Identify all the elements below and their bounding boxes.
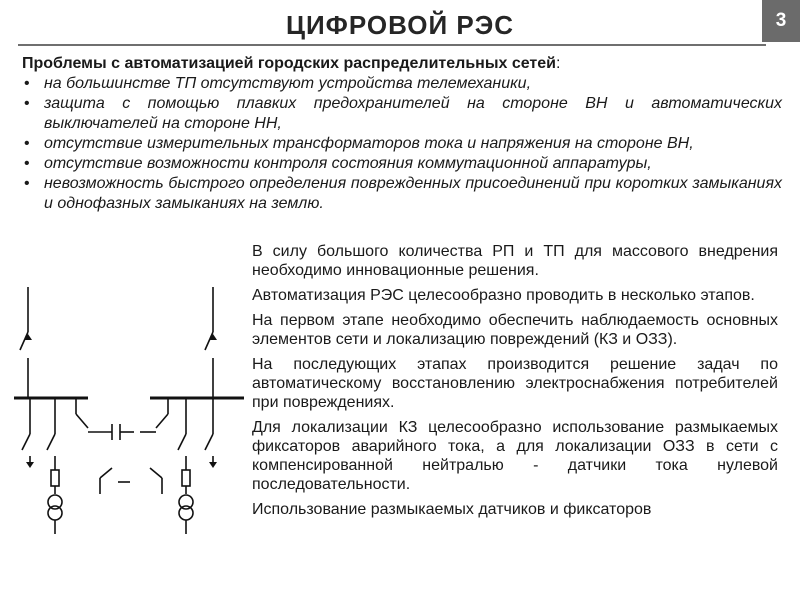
body-paragraph: Использование размыкаемых датчиков и фиксаторов [252,501,652,518]
problem-item: • защита с помощью плавких предохранителей на стороне ВН и автоматических выключателей на стороне НН, [22,94,782,134]
problems-heading-line [22,54,782,74]
slide-title: ЦИФРОВОЙ РЭС [286,10,514,40]
substation-circuit-diagram [8,262,252,552]
problems-list [22,74,782,214]
problem-item: • отсутствие измерительных трансформаторов тока и напряжения на стороне ВН, [22,134,782,154]
problem-item: • на большинстве ТП отсутствуют устройства телемеханики, [22,74,782,94]
problems-heading-colon: : [555,55,561,72]
body-paragraph: В силу большого количества РП и ТП для массового внедрения необходимо инновационные решения. [252,243,778,279]
problems-block [22,54,782,214]
page-number-badge: 3 [762,0,800,42]
body-paragraph: Для локализации КЗ целесообразно использование размыкаемых фиксаторов аварийного тока, а для локализации ОЗЗ в сети с компенсированной нейтралью - датчики тока нулевой последовательности. [252,419,778,493]
body-paragraph: На последующих этапах производится решение задач по автоматическому восстановлению электроснабжения потребителей при повреждениях. [252,356,778,411]
body-paragraph: Автоматизация РЭС целесообразно проводить в несколько этапов. [252,287,755,304]
title-divider [18,44,766,46]
problem-item: • невозможность быстрого определения поврежденных присоединений при коротких замыканиях и однофазных замыканиях на землю. [22,174,782,214]
problems-heading: Проблемы с автоматизацией городских распределительных сетей [22,55,556,72]
body-paragraph: На первом этапе необходимо обеспечить наблюдаемость основных элементов сети и локализацию повреждений (КЗ и ОЗЗ). [252,312,778,348]
body-text [252,242,778,525]
problem-item: • отсутствие возможности контроля состояния коммутационной аппаратуры, [22,154,782,174]
